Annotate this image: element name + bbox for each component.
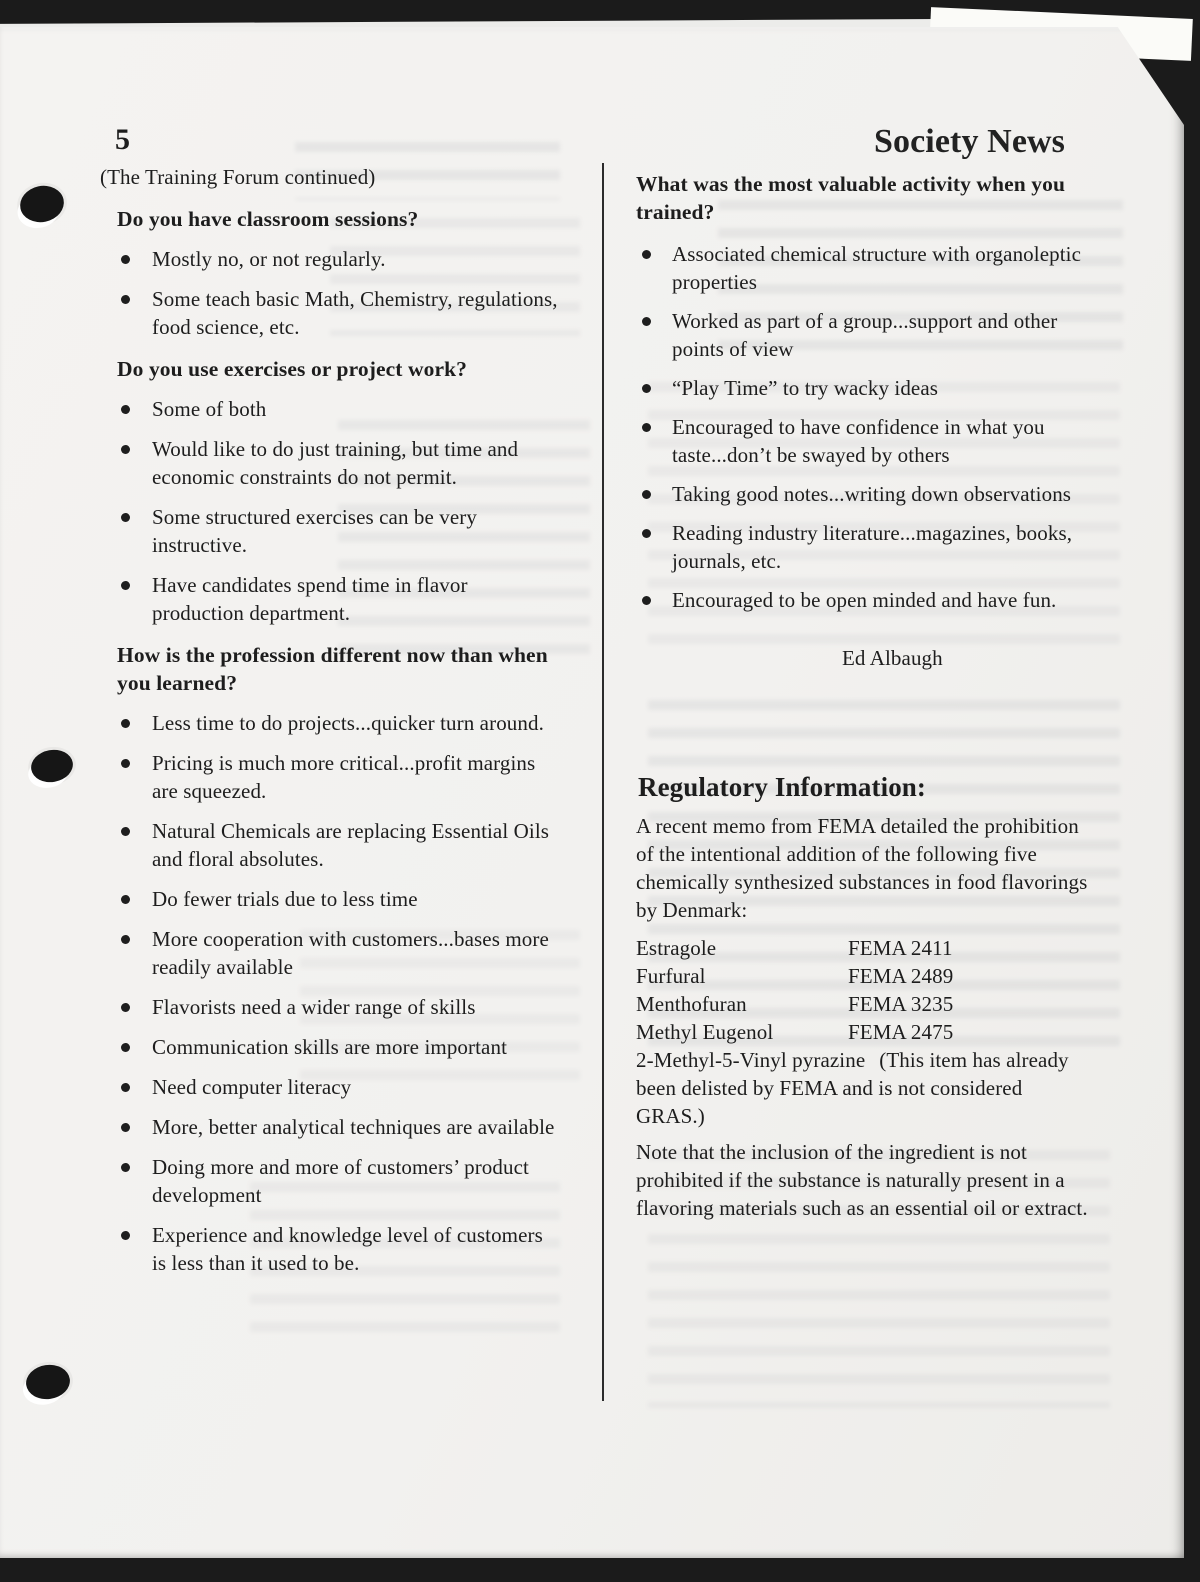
right-column xyxy=(636,122,1091,1222)
bullet-dot xyxy=(121,935,130,944)
bullet-text: Encouraged to be open minded and have fun. xyxy=(672,588,1057,612)
bullet-text: Reading industry literature...magazines, books, journals, etc. xyxy=(672,521,1073,573)
substance-name: Methyl Eugenol xyxy=(636,1020,774,1044)
list-item xyxy=(100,817,562,873)
bullet-text: Experience and knowledge level of customers is less than it used to be. xyxy=(152,1223,543,1275)
column-divider-rule xyxy=(602,163,604,1401)
regulatory-footnote: Note that the inclusion of the ingredient is not prohibited if the substance is naturally present in a flavoring materials such as an essential oil or extract. xyxy=(636,1140,1088,1220)
bullet-text: More cooperation with customers...bases more readily available xyxy=(152,927,549,979)
bullet-text: Some teach basic Math, Chemistry, regulations, food science, etc. xyxy=(152,287,558,339)
substance-name: Furfural xyxy=(636,964,706,988)
fema-code: FEMA 2411 xyxy=(848,936,953,960)
continuation-note: (The Training Forum continued) xyxy=(100,165,376,189)
list-item xyxy=(100,1221,562,1277)
bullet-text: Would like to do just training, but time and economic constraints do not permit. xyxy=(152,437,519,489)
left-column xyxy=(100,125,562,1289)
table-row xyxy=(636,1018,1091,1046)
bullet-dot xyxy=(121,759,130,768)
list-item xyxy=(100,749,562,805)
fema-code: FEMA 2475 xyxy=(848,1020,954,1044)
list-item xyxy=(100,1073,562,1101)
regulatory-intro: A recent memo from FEMA detailed the prohibition of the intentional addition of the following five chemically synthesized substances in food flavorings by Denmark: xyxy=(636,814,1088,922)
list-item xyxy=(100,993,562,1021)
bullet-text: Mostly no, or not regularly. xyxy=(152,247,386,271)
bullet-text: Associated chemical structure with organoleptic properties xyxy=(672,242,1082,294)
section-heading-classroom: Do you have classroom sessions? xyxy=(117,207,419,231)
bullet-list xyxy=(636,240,1091,614)
section-heading-profession: How is the profession different now than when you learned? xyxy=(117,643,548,695)
list-item xyxy=(100,1113,562,1141)
bullet-dot xyxy=(121,255,130,264)
table-row-delisted xyxy=(636,1046,1091,1130)
regulatory-heading: Regulatory Information: xyxy=(638,772,927,802)
bullet-text: “Play Time” to try wacky ideas xyxy=(672,376,939,400)
bullet-dot xyxy=(121,445,130,454)
list-item xyxy=(636,519,1091,575)
bullet-dot xyxy=(121,405,130,414)
bullet-text: Some structured exercises can be very instructive. xyxy=(152,505,477,557)
list-item xyxy=(100,1033,562,1061)
list-item xyxy=(100,885,562,913)
bullet-dot xyxy=(642,529,651,538)
list-item xyxy=(636,586,1091,614)
list-item xyxy=(100,925,562,981)
bullet-dot xyxy=(121,1003,130,1012)
bullet-text: Natural Chemicals are replacing Essential Oils and floral absolutes. xyxy=(152,819,550,871)
bullet-text: Encouraged to have confidence in what you taste...don’t be swayed by others xyxy=(672,415,1045,467)
bullet-text: Worked as part of a group...support and other points of view xyxy=(672,309,1058,361)
bullet-dot xyxy=(121,295,130,304)
fema-code: FEMA 2489 xyxy=(848,964,954,988)
bullet-dot xyxy=(121,719,130,728)
bullet-dot xyxy=(642,490,651,499)
bullet-dot xyxy=(121,581,130,590)
bullet-text: Do fewer trials due to less time xyxy=(152,887,418,911)
byline-author: Ed Albaugh xyxy=(842,646,943,670)
table-row xyxy=(636,962,1091,990)
bullet-dot xyxy=(121,827,130,836)
bullet-dot xyxy=(121,1083,130,1092)
substance-name: Estragole xyxy=(636,936,717,960)
page-title: Society News xyxy=(874,123,1065,160)
section-heading-valuable-activity: What was the most valuable activity when you trained? xyxy=(636,172,1066,224)
table-row xyxy=(636,990,1091,1018)
bullet-text: Less time to do projects...quicker turn around. xyxy=(152,711,544,735)
substance-name: 2-Methyl-5-Vinyl pyrazine xyxy=(636,1048,866,1072)
bullet-text: Communication skills are more important xyxy=(152,1035,508,1059)
bullet-list xyxy=(100,245,562,341)
section-heading-exercises: Do you use exercises or project work? xyxy=(117,357,468,381)
table-row xyxy=(636,934,1091,962)
bullet-text: More, better analytical techniques are available xyxy=(152,1115,555,1139)
bullet-text: Need computer literacy xyxy=(152,1075,352,1099)
bullet-dot xyxy=(642,317,651,326)
bullet-text: Have candidates spend time in flavor production department. xyxy=(152,573,468,625)
list-item xyxy=(636,307,1091,363)
fema-substance-table xyxy=(636,934,1091,1130)
list-item xyxy=(636,480,1091,508)
bullet-list xyxy=(100,709,562,1277)
bullet-dot xyxy=(121,1123,130,1132)
list-item xyxy=(100,709,562,737)
bullet-dot xyxy=(121,1231,130,1240)
list-item xyxy=(100,571,562,627)
bullet-dot xyxy=(642,423,651,432)
bullet-text: Pricing is much more critical...profit margins are squeezed. xyxy=(152,751,536,803)
bullet-dot xyxy=(642,250,651,259)
delisted-note: (This item has already been delisted by FEMA and is not considered GRAS.) xyxy=(636,1048,1069,1128)
list-item xyxy=(636,374,1091,402)
bullet-text: Flavorists need a wider range of skills xyxy=(152,995,476,1019)
bullet-text: Some of both xyxy=(152,397,267,421)
bullet-dot xyxy=(121,513,130,522)
list-item xyxy=(100,1153,562,1209)
list-item xyxy=(100,435,562,491)
bullet-list xyxy=(100,395,562,627)
substance-name: Menthofuran xyxy=(636,992,747,1016)
bullet-dot xyxy=(642,596,651,605)
list-item xyxy=(100,503,562,559)
bullet-dot xyxy=(642,384,651,393)
bullet-text: Doing more and more of customers’ product development xyxy=(152,1155,529,1207)
list-item xyxy=(100,285,562,341)
fema-code: FEMA 3235 xyxy=(848,992,954,1016)
bullet-dot xyxy=(121,895,130,904)
list-item xyxy=(636,413,1091,469)
bullet-dot xyxy=(121,1043,130,1052)
bullet-dot xyxy=(121,1163,130,1172)
page-number: 5 xyxy=(115,123,131,156)
list-item xyxy=(100,395,562,423)
bullet-text: Taking good notes...writing down observations xyxy=(672,482,1072,506)
list-item xyxy=(636,240,1091,296)
list-item xyxy=(100,245,562,273)
